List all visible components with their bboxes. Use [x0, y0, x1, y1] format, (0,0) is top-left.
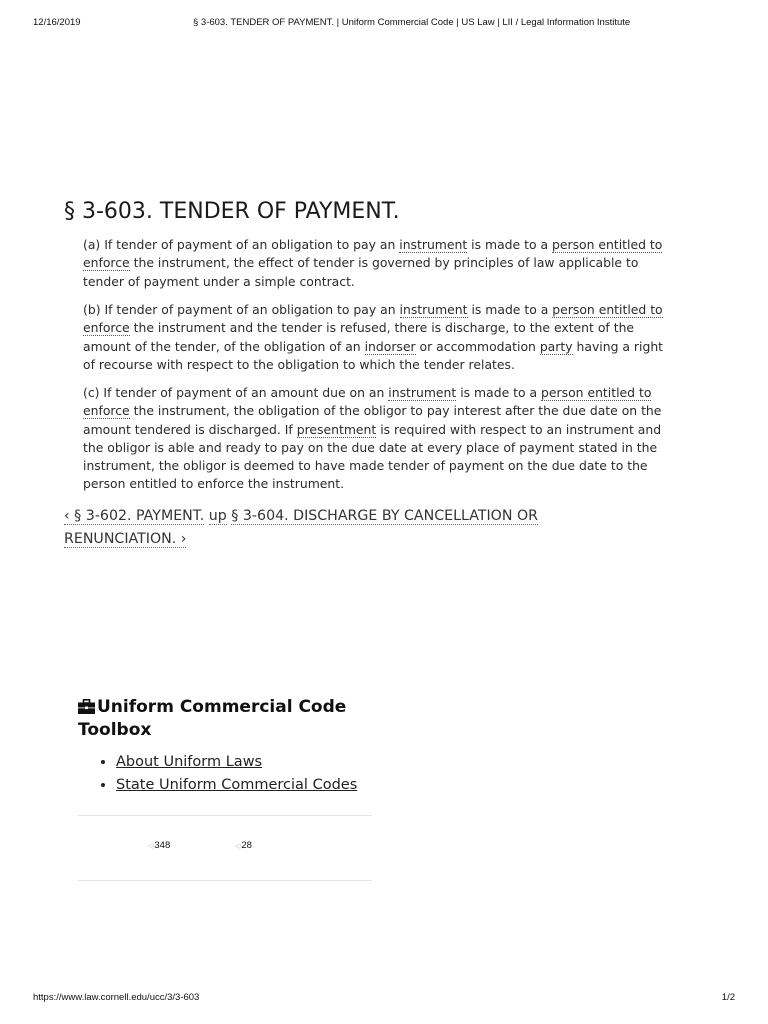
print-page-number: 1/2 [721, 992, 735, 1003]
definition-link-instrument[interactable]: instrument [388, 385, 457, 400]
briefcase-icon [78, 699, 95, 720]
section-b-text-3: the instrument and the tender is refused, there is discharge, to the extent of the amount of the tender, of the obligation of an [83, 320, 635, 354]
print-url: https://www.law.cornell.edu/ucc/3/3-603 [33, 992, 200, 1003]
section-c [83, 384, 675, 494]
section-b-text-4: or accommodation [415, 338, 540, 354]
section-navigation [64, 505, 624, 551]
list-item [116, 774, 372, 797]
section-a-text-2: is made to a [467, 237, 552, 252]
toolbox-title [78, 697, 372, 741]
definition-link-person-entitled-to-enforce[interactable]: person entitled to enforce [83, 237, 663, 271]
about-uniform-laws-link[interactable]: About Uniform Laws [116, 754, 263, 770]
section-c-text-2: is made to a [456, 385, 542, 400]
print-doc-title: § 3-603. TENDER OF PAYMENT. | Uniform Commercial Code | US Law | LII / Legal Information Institute [193, 17, 631, 28]
section-b-text-5: having a right of recourse with respect to the obligation to which the tender relates. [83, 338, 664, 372]
state-ucc-link[interactable]: State Uniform Commercial Codes [116, 777, 358, 793]
page-title: § 3-603. TENDER OF PAYMENT. [64, 199, 400, 224]
toolbox [78, 697, 372, 797]
print-date: 12/16/2019 [33, 17, 81, 28]
share-count-1-value: 348 [154, 840, 171, 851]
section-c-text-3: the instrument, the obligation of the obligor to pay interest after the due date on the amount tendered is discharged. If [83, 403, 662, 437]
prev-section-link[interactable]: ‹ § 3-602. PAYMENT. [64, 508, 205, 524]
next-section-link[interactable]: § 3-604. DISCHARGE BY CANCELLATION OR RENUNCIATION. › [64, 508, 538, 547]
section-c-text-1: (c) If tender of payment of an amount due on an [83, 385, 389, 400]
definition-link-presentment[interactable]: presentment [296, 421, 377, 437]
share-icon: ◁ [148, 843, 154, 850]
share-count-2-value: 28 [241, 840, 252, 851]
section-a-text-3: the instrument, the effect of tender is governed by principles of law applicable to tender of payment under a simple contract. [83, 255, 639, 289]
share-count-1[interactable] [148, 840, 170, 851]
definition-link-instrument[interactable]: instrument [399, 237, 468, 252]
section-b-text-2: is made to a [467, 302, 553, 317]
definition-link-party[interactable]: party [539, 338, 573, 354]
social-share-bar [78, 815, 372, 881]
section-b-text-1: (b) If tender of payment of an obligation to pay an [83, 302, 400, 317]
section-a [83, 236, 675, 291]
definition-link-indorser[interactable]: indorser [364, 338, 416, 354]
toolbox-links [78, 751, 372, 797]
definition-link-person-entitled-to-enforce[interactable]: person entitled to enforce [83, 302, 663, 336]
definition-link-person-entitled-to-enforce[interactable]: person entitled to enforce [83, 385, 652, 419]
list-item [116, 751, 372, 774]
share-count-2[interactable] [235, 840, 252, 851]
toolbox-title-text: Uniform Commercial Code Toolbox [78, 697, 347, 740]
section-b [83, 301, 675, 374]
up-link[interactable]: up [208, 508, 227, 524]
share-icon: ◁ [235, 843, 241, 850]
section-c-text-4: is required with respect to an instrument and the obligor is able and ready to pay on the due date at every place of payment stated in the instrument, the obligor is deemed to have made tender of payment on the due date to the person entitled to enforce the instrument. [83, 421, 662, 492]
definition-link-instrument[interactable]: instrument [399, 302, 468, 317]
section-a-text-1: (a) If tender of payment of an obligation to pay an [83, 237, 400, 252]
